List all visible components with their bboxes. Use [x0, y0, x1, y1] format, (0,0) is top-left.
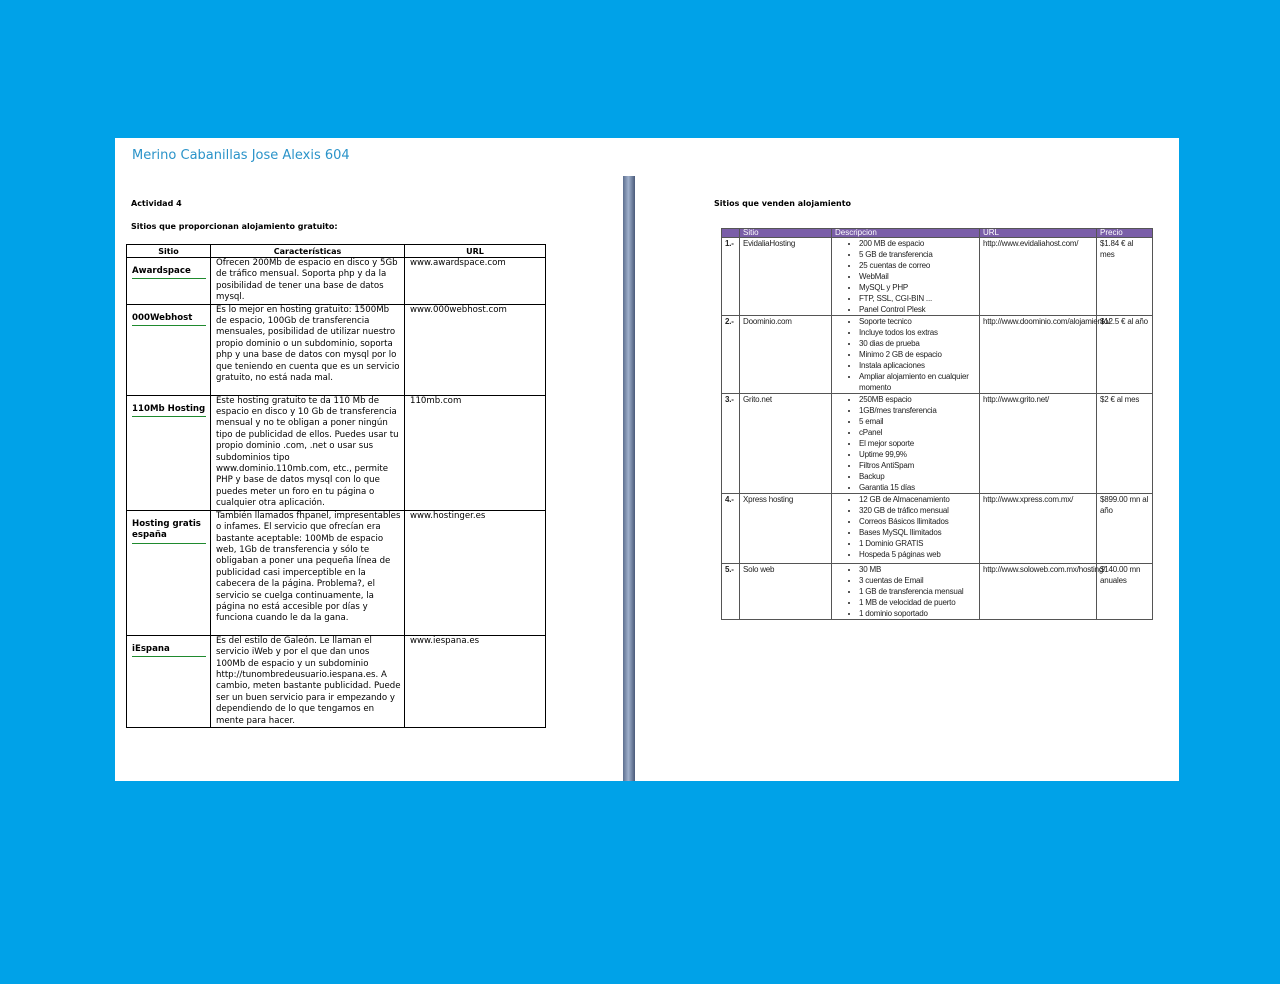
feature-item: • Hospeda 5 páginas web [859, 549, 976, 560]
feature-item: • 200 MB de espacio [859, 238, 976, 249]
feature-item: • 30 MB [859, 564, 976, 575]
feature-item: • 250MB espacio [859, 394, 976, 405]
feature-item: • 320 GB de tráfico mensual [859, 505, 976, 516]
feature-list-cell [832, 564, 980, 620]
site-url[interactable]: http://www.doominio.com/alojamiento/ [980, 316, 1097, 394]
feature-item: • Correos Básicos Ilimitados [859, 516, 976, 527]
site-url[interactable]: www.hostinger.es [405, 510, 546, 635]
col-header-caracteristicas: Características [211, 245, 405, 258]
row-number: 5.- [722, 564, 740, 620]
feature-item: • Uptime 99,9% [859, 449, 976, 460]
site-description: También llamados fhpanel, impresentables o infames. El servicio que ofrecían era bastante aceptable: 100Mb de espacio web, 1Gb de transferencia y sólo te obligaban a poner una pequeña línea de publicidad casi imperceptible en la cabecera de la página. Problema?, el servicio se cuelga continuamente, la página no está accesible por días y funciona cuando le da la gana. [211, 510, 405, 635]
feature-list-cell [832, 394, 980, 494]
site-url[interactable]: http://www.xpress.com.mx/ [980, 494, 1097, 564]
feature-item: • 1GB/mes transferencia [859, 405, 976, 416]
site-name: iEspana [132, 644, 206, 657]
feature-item: • WebMail [859, 271, 976, 282]
feature-item: • Minimo 2 GB de espacio [859, 349, 976, 360]
price: $899.00 mn al año [1097, 494, 1153, 564]
feature-list-cell [832, 316, 980, 394]
row-number: 4.- [722, 494, 740, 564]
table-row [722, 316, 1153, 394]
feature-item: • Instala aplicaciones [859, 360, 976, 371]
site-name: Hosting gratis españa [132, 519, 206, 544]
paid-hosting-subtitle: Sitios que venden alojamiento [714, 199, 852, 208]
table-row [127, 395, 546, 510]
site-url[interactable]: www.iespana.es [405, 635, 546, 727]
feature-item: • Ampliar alojamiento en cualquier momento [859, 371, 976, 393]
table-row [722, 494, 1153, 564]
site-name: Solo web [740, 564, 832, 620]
row-number: 2.- [722, 316, 740, 394]
feature-item: • FTP, SSL, CGI-BIN ... [859, 293, 976, 304]
free-hosting-table [126, 244, 546, 728]
feature-item: • Soporte tecnico [859, 316, 976, 327]
col-header-url: URL [980, 229, 1097, 238]
site-name: Awardspace [132, 266, 206, 279]
page-divider [623, 176, 635, 781]
site-url[interactable]: www.000webhost.com [405, 304, 546, 395]
table-row [127, 510, 546, 635]
feature-item: • 30 dias de prueba [859, 338, 976, 349]
feature-list [835, 238, 976, 315]
feature-item: • Bases MySQL Ilimitados [859, 527, 976, 538]
site-url[interactable]: 110mb.com [405, 395, 546, 510]
site-name: EvidaliaHosting [740, 238, 832, 316]
site-url[interactable]: http://www.grito.net/ [980, 394, 1097, 494]
col-header-sitio: Sitio [740, 229, 832, 238]
activity-label: Actividad 4 [131, 199, 182, 208]
feature-item: • Garantia 15 días [859, 482, 976, 493]
feature-item: • 1 dominio soportado [859, 608, 976, 619]
free-hosting-subtitle: Sitios que proporcionan alojamiento gratuito: [131, 222, 338, 231]
feature-item: • 12 GB de Almacenamiento [859, 494, 976, 505]
feature-item: • 1 GB de transferencia mensual [859, 586, 976, 597]
row-number: 1.- [722, 238, 740, 316]
slide [115, 138, 1179, 781]
site-description: Es del estilo de Galeón. Le llaman el servicio iWeb y por el que dan unos 100Mb de espacio y un subdominio http://tunombredeusuario.iespana.es. A cambio, meten bastante publicidad. Puede ser un buen servicio para ir empezando y dependiendo de lo que tengamos en mente para hacer. [211, 635, 405, 727]
price: $2 € al mes [1097, 394, 1153, 494]
feature-item: • 1 MB de velocidad de puerto [859, 597, 976, 608]
table-row [127, 304, 546, 395]
feature-item: • 1 Dominio GRATIS [859, 538, 976, 549]
col-header-descripcion: Descripcion [832, 229, 980, 238]
feature-item: • El mejor soporte [859, 438, 976, 449]
feature-list [835, 316, 976, 393]
feature-list [835, 564, 976, 619]
feature-list-cell [832, 494, 980, 564]
feature-item: • 5 GB de transferencia [859, 249, 976, 260]
site-name: Xpress hosting [740, 494, 832, 564]
price: $1.84 € al mes [1097, 238, 1153, 316]
site-description: Ofrecen 200Mb de espacio en disco y 5Gb de tráfico mensual. Soporta php y da la posibilidad de tener una base de datos mysql. [211, 258, 405, 305]
feature-item: • 25 cuentas de correo [859, 260, 976, 271]
table-row [127, 258, 546, 305]
site-url[interactable]: http://www.soloweb.com.mx/hosting/ [980, 564, 1097, 620]
site-name: Doominio.com [740, 316, 832, 394]
site-name: Grito.net [740, 394, 832, 494]
feature-item: • Incluye todos los extras [859, 327, 976, 338]
feature-list [835, 494, 976, 560]
table-header-row [127, 245, 546, 258]
feature-item: • Filtros AntiSpam [859, 460, 976, 471]
feature-item: • Backup [859, 471, 976, 482]
feature-item: • 3 cuentas de Email [859, 575, 976, 586]
site-url[interactable]: http://www.evidaliahost.com/ [980, 238, 1097, 316]
table-row [127, 635, 546, 727]
feature-item: • Panel Control Plesk [859, 304, 976, 315]
feature-list-cell [832, 238, 980, 316]
feature-item: • MySQL y PHP [859, 282, 976, 293]
table-header-row [722, 229, 1153, 238]
feature-item: • cPanel [859, 427, 976, 438]
site-name: 110Mb Hosting [132, 404, 206, 417]
table-row [722, 238, 1153, 316]
site-name: 000Webhost [132, 313, 206, 326]
site-description: Es lo mejor en hosting gratuito: 1500Mb de espacio, 100Gb de transferencia mensuales, posibilidad de utilizar nuestro propio dominio o un subdominio, soporta php y una base de datos con mysql por lo que teniendo en cuenta que es un servicio gratuito, no está nada mal. [211, 304, 405, 395]
paid-hosting-body [722, 238, 1153, 620]
feature-list [835, 394, 976, 493]
site-url[interactable]: www.awardspace.com [405, 258, 546, 305]
price: $140.00 mn anuales [1097, 564, 1153, 620]
col-header-precio: Precio [1097, 229, 1153, 238]
price: $12.5 € al año [1097, 316, 1153, 394]
feature-item: • 5 email [859, 416, 976, 427]
table-row [722, 394, 1153, 494]
col-header-sitio: Sitio [127, 245, 211, 258]
slide-title: Merino Cabanillas Jose Alexis 604 [132, 148, 350, 163]
row-number: 3.- [722, 394, 740, 494]
paid-hosting-table [721, 228, 1153, 620]
site-description: Este hosting gratuito te da 110 Mb de espacio en disco y 10 Gb de transferencia mensual y no te obligan a poner ningún tipo de publicidad de ellos. Puedes usar tu propio dominio .com, .net o usar sus subdominios tipo www.dominio.110mb.com, etc., permite PHP y base de datos mysql con lo que puedes meter un foro en tu página o cualquier otra aplicación. [211, 395, 405, 510]
table-row [722, 564, 1153, 620]
col-header-url: URL [405, 245, 546, 258]
